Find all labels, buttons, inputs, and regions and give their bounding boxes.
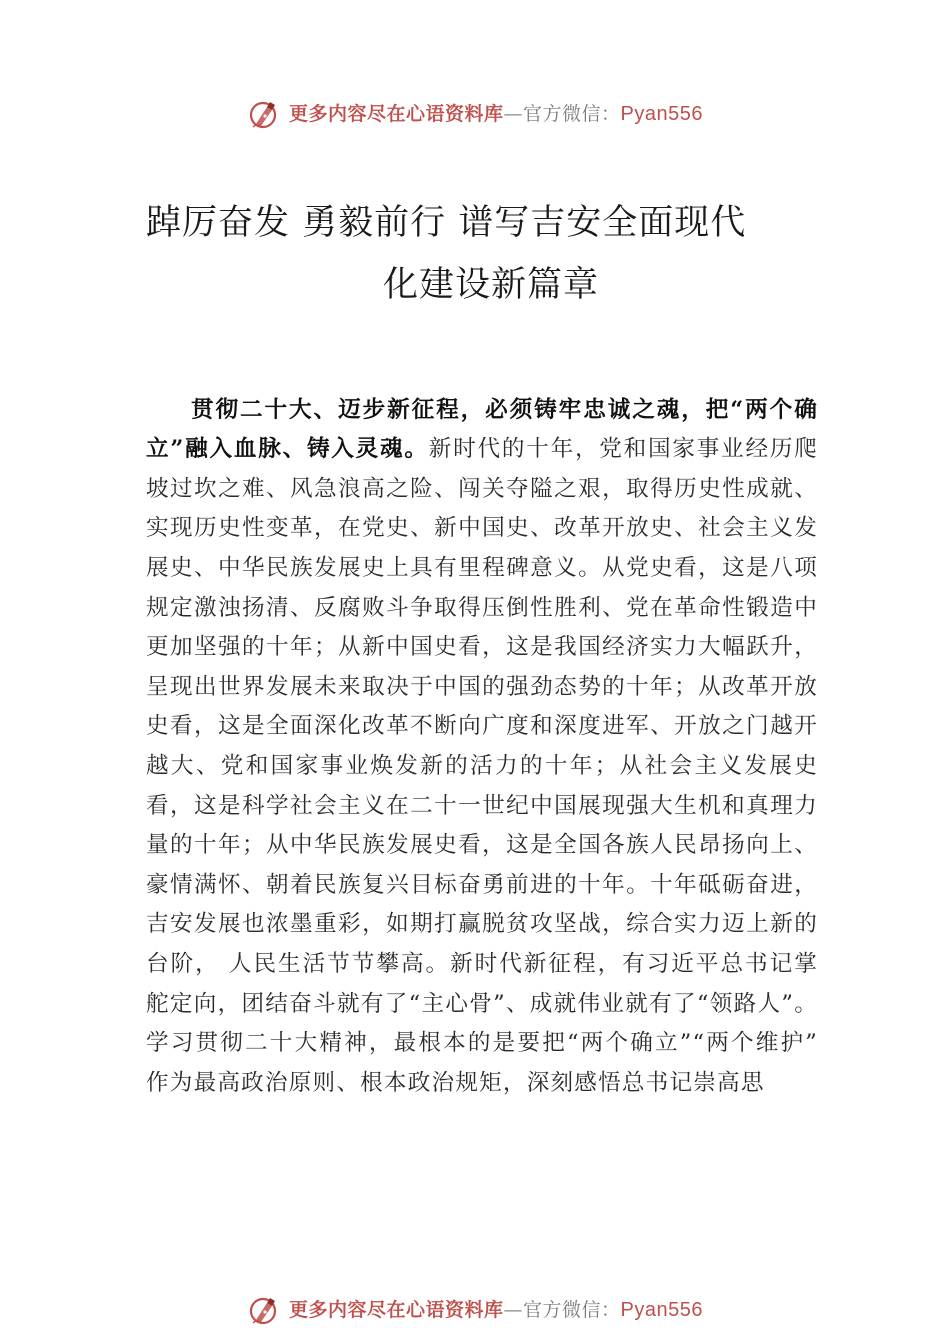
document-title — [146, 192, 816, 316]
body-text: 新时代的十年，党和国家事业经历爬坡过坎之难、风急浪高之险、闯关夺隘之艰，取得历史性成就、实现历史性变革，在党史、新中国史、改革开放史、社会主义发展史、中华民族发展史上具有里程碑意义。从党史看，这是八项规定激浊扬清、反腐败斗争取得压倒性胜利、党在革命性锻造中更加坚强的十年；从新中国史看，这是我国经济实力大幅跃升，呈现出世界发展未来取决于中国的强劲态势的十年；从改革开放史看，这是全面深化改革不断向广度和深度进军、开放之门越开越大、党和国家事业焕发新的活力的十年；从社会主义发展史看，这是科学社会主义在二十一世纪中国展现强大生机和真理力量的十年；从中华民族发展史看，这是全国各族人民昂扬向上、豪情满怀、朝着民族复兴目标奋勇前进的十年。十年砥砺奋进，吉安发展也浓墨重彩，如期打赢脱贫攻坚战，综合实力迈上新的台阶， 人民生活节节攀高。新时代新征程，有习近平总书记掌舵定向，团结奋斗就有了“主心骨”、成就伟业就有了“领路人”。学习贯彻二十大精神，最根本的是要把“两个确立”“两个维护” 作为最高政治原则、根本政治规矩，深刻感悟总书记崇高思 — [146, 436, 818, 1096]
header-banner-text — [289, 92, 703, 136]
footer-wechat-id: Pyan556 — [620, 1299, 703, 1321]
lead-sentence: 贯彻二十大、迈步新征程，必须铸牢忠诚之魂，把“两个确立”融入血脉、铸入灵魂。 — [146, 396, 818, 463]
footer-watermark-banner — [0, 1288, 950, 1332]
header-wechat-id: Pyan556 — [620, 103, 703, 125]
title-line-1: 踔厉奋发 勇毅前行 谱写吉安全面现代 — [146, 203, 747, 243]
pen-nib-logo-icon — [247, 1293, 281, 1327]
footer-banner-text — [289, 1288, 703, 1332]
header-watermark-banner — [0, 92, 950, 136]
pen-nib-logo-icon — [247, 97, 281, 131]
footer-wechat-label: 官方微信： — [523, 1299, 621, 1321]
body-paragraph — [146, 391, 818, 1104]
title-line-2: 化建设新篇章 — [382, 265, 599, 305]
footer-brand-text: 更多内容尽在心语资料库 — [289, 1299, 504, 1321]
header-separator: — — [503, 103, 524, 125]
header-wechat-label: 官方微信： — [523, 103, 621, 125]
footer-separator: — — [503, 1299, 524, 1321]
header-brand-text: 更多内容尽在心语资料库 — [289, 103, 504, 125]
